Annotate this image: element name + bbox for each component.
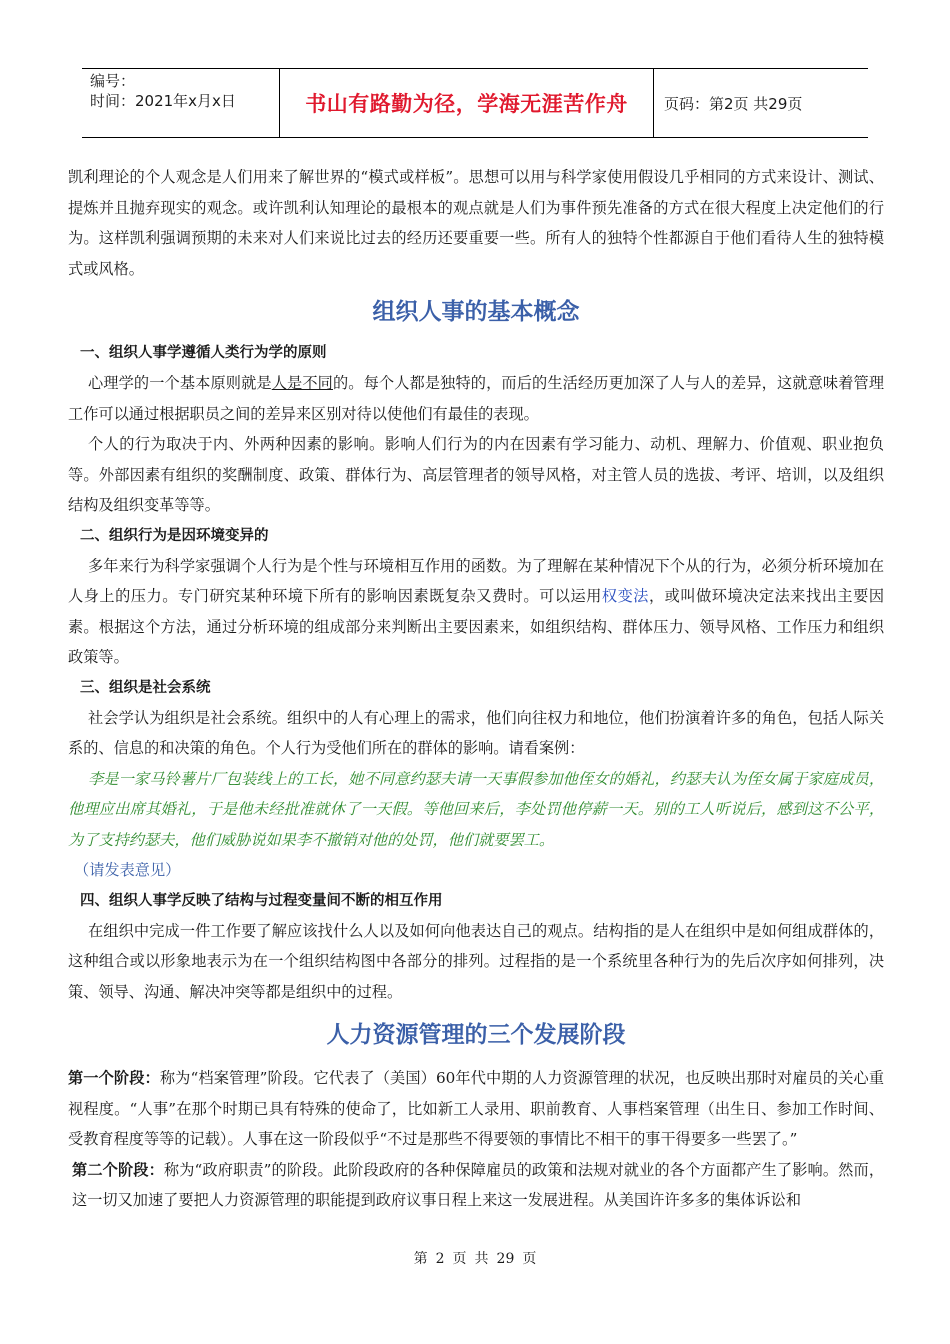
opinion-prompt: （请发表意见） xyxy=(74,861,181,879)
paragraph-stage-2 xyxy=(68,1155,884,1216)
section-title-hr-stages: 人力资源管理的三个发展阶段 xyxy=(326,1022,626,1048)
page-footer xyxy=(0,1248,950,1268)
footer-page-word: 第 xyxy=(413,1251,428,1267)
case-study: 李是一家马铃薯片厂包装线上的工长，她不同意约瑟夫请一天事假参加他侄女的婚礼，约瑟夫认为侄女属于家庭成员，他理应出席其婚礼，于是他未经批准就休了一天假。等他回来后，李处罚他停薪一天。别的工人听说后，感到这不公平，为了支持约瑟夫，他们威胁说如果李不撤销对他的处罚，他们就要罢工。 xyxy=(68,769,884,849)
header-motto: 书山有路勤为径，学海无涯苦作舟 xyxy=(280,69,654,137)
subheading-1: 一、组织人事学遵循人类行为学的原则 xyxy=(80,345,327,361)
contingency-link[interactable]: 权变法 xyxy=(601,587,649,605)
text-run: ，或叫做环境决定法来找出主要因素。根据这个方法，通过分析环境的组成部分来判断出主要因素来，如组织结构、群体压力、领导风格、工作压力和组织政策等。 xyxy=(68,587,885,666)
footer-total-unit: 页 xyxy=(522,1251,537,1267)
intro-paragraph: 凯利理论的个人观念是人们用来了解世界的“模式或样板”。思想可以用与科学家使用假设几乎相同的方式来设计、测试、提炼并且抛弃现实的观念。或许凯利认知理论的最根本的观点就是人们为事件预先准备的方式在很大程度上决定他们的行为。这样凯利强调预期的未来对人们来说比过去的经历还要重要一些。所有人的独特个性都源自于他们看待人生的独特模式或风格。 xyxy=(68,168,884,278)
header-page-code: 页码：第2页 共29页 xyxy=(664,94,803,113)
page-header xyxy=(82,68,868,138)
stage-2-label: 第二个阶段： xyxy=(72,1160,164,1179)
paragraph-structure-process: 在组织中完成一件工作要了解应该找什么人以及如何向他表达自己的观点。结构指的是人在组织中是如何组成群体的，这种组合或以形象地表示为在一个组织结构图中各部分的排列。过程指的是一个系统里各种行为的先后次序如何排列，决策、领导、沟通、解决冲突等都是组织中的过程。 xyxy=(68,921,884,1001)
footer-total-num: 29 xyxy=(496,1251,515,1267)
paragraph-environment xyxy=(68,551,884,673)
paragraph-social-system: 社会学认为组织是社会系统。组织中的人有心理上的需求，他们向往权力和地位，他们扮演着许多的角色，包括人际关系的、信息的和决策的角色。个人行为受他们所在的群体的影响。请看案例： xyxy=(68,708,884,757)
text-run: 的。每个人都是独特的，而后的生活经历更加深了人与人的差异，这就意味着管理工作可以通过根据职员之间的差异来区别对待以使他们有最佳的表现。 xyxy=(68,374,885,423)
paragraph-principle xyxy=(68,368,884,429)
subheading-3: 三、组织是社会系统 xyxy=(80,679,211,696)
subheading-2: 二、组织行为是因环境变异的 xyxy=(80,527,269,544)
document-body xyxy=(68,162,884,1216)
footer-total-word: 共 xyxy=(474,1251,489,1267)
section-title-basic-concepts: 组织人事的基本概念 xyxy=(372,299,580,325)
footer-page-num: 2 xyxy=(435,1251,445,1267)
time-label: 时间：2021年x月x日 xyxy=(90,92,236,110)
stage-1-text: 称为“档案管理”阶段。它代表了（美国）60年代中期的人力资源管理的状况，也反映出那时对雇员的关心重视程度。“人事”在那个时期已具有特殊的使命了，比如新工人录用、职前教育、人事档案管理（出生日、参加工作时间、受教育程度等等的记载）。人事在这一阶段似乎“不过是那些不得要领的事情比不相干的事干得要多一些罢了。” xyxy=(68,1069,885,1148)
text-run: 多年来行为科学家强调个人行为是个性与环境相互作用的函数。为了理解在某种情况下个从的行为，必须分析环境加在人身上的压力。专门研究某种环境下所有的影响因素既复杂又费时。可以运用 xyxy=(68,556,884,605)
stage-2-text: 称为“政府职责”的阶段。此阶段政府的各种保障雇员的政策和法规对就业的各个方面都产生了影响。然而，这一切又加速了要把人力资源管理的职能提到政府议事日程上来这一发展进程。从美国许许多多的集体诉讼和 xyxy=(72,1160,885,1209)
footer-page-unit: 页 xyxy=(452,1251,467,1267)
subheading-4: 四、组织人事学反映了结构与过程变量间不断的相互作用 xyxy=(80,892,443,909)
paragraph-stage-1 xyxy=(68,1063,884,1155)
number-label: 编号： xyxy=(90,72,136,90)
stage-1-label: 第一个阶段： xyxy=(68,1069,160,1087)
paragraph-factors: 个人的行为取决于内、外两种因素的影响。影响人们行为的内在因素有学习能力、动机、理解力、价值观、职业抱负等。外部因素有组织的奖酬制度、政策、群体行为、高层管理者的领导风格，对主管人员的选拔、考评、培训，以及组织结构及组织变革等等。 xyxy=(68,435,884,514)
underlined-phrase: 人是不同 xyxy=(271,374,333,392)
text-run: 心理学的一个基本原则就是 xyxy=(88,374,272,392)
header-meta xyxy=(82,69,280,137)
